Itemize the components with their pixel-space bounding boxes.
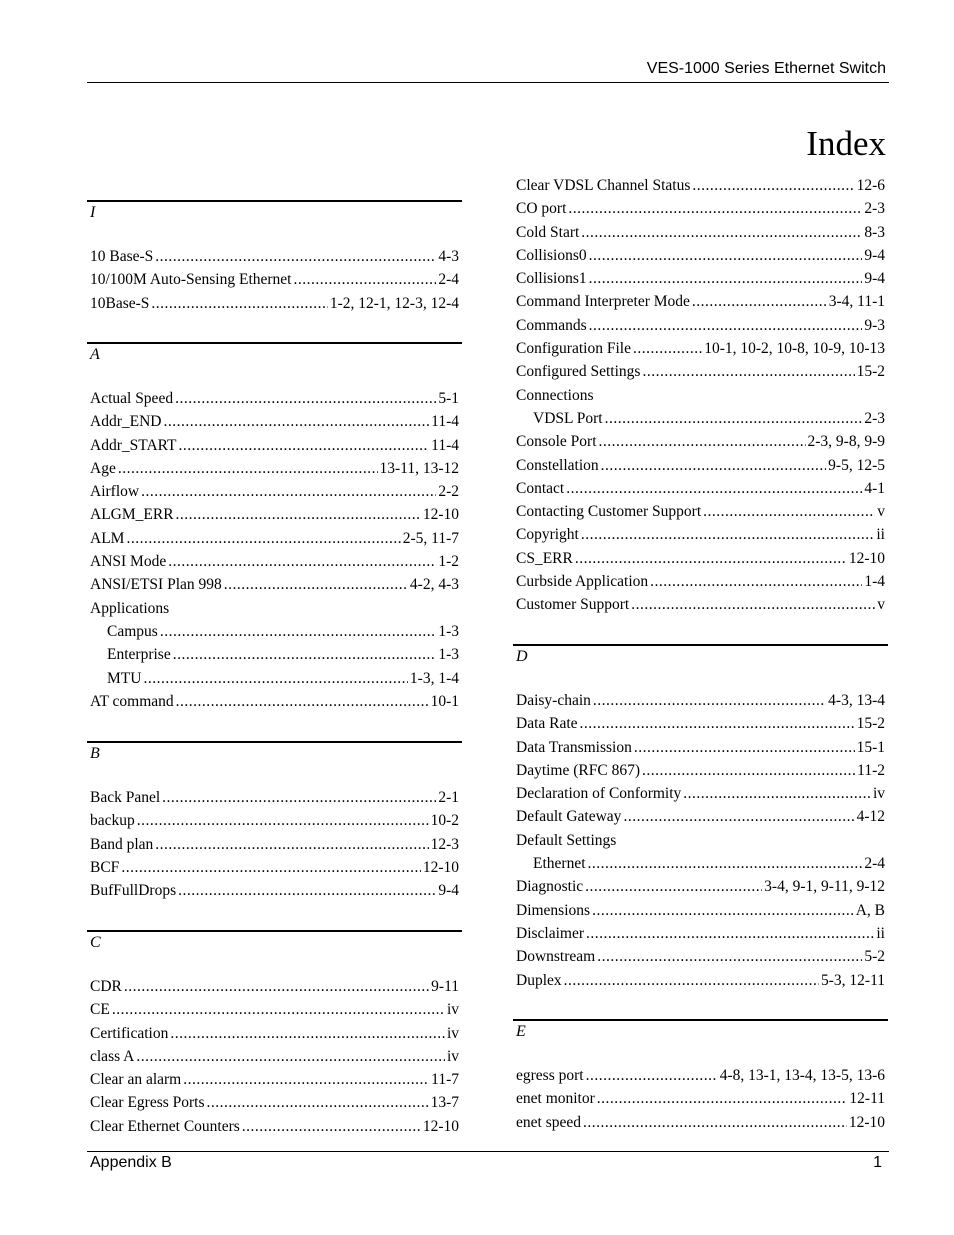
index-term: Diagnostic [516,878,584,896]
index-page-refs: 4-3, 13-4 [828,692,885,709]
index-term: VDSL Port [533,409,603,427]
index-term: BufFullDrops [90,882,177,900]
index-term: ALGM_ERR [90,506,174,524]
index-term: Clear Egress Ports [90,1094,205,1112]
index-entry [513,875,888,898]
index-entry [513,430,888,453]
index-entry [513,829,888,852]
index-entry [513,500,888,523]
dot-leader [623,805,854,828]
index-entry [87,480,462,503]
dot-leader [136,1045,445,1068]
dot-leader [568,197,862,220]
index-entry [87,457,462,480]
index-term: Daisy-chain [516,692,591,709]
index-page-refs: 2-4 [438,271,459,289]
index-page-refs: 12-10 [848,1113,885,1131]
page-title: Index [806,124,886,163]
index-term: Daytime (RFC 867) [516,761,640,779]
index-term: Customer Support [516,596,630,614]
index-entry [87,245,462,268]
dot-leader [633,337,702,360]
index-entry [87,690,462,713]
dot-leader [155,245,436,268]
index-entry-list [87,245,462,315]
index-term: Clear an alarm [90,1071,182,1089]
dot-leader [168,550,436,573]
index-term: Addr_START [90,436,177,454]
index-page-refs: 9-5, 12-5 [828,456,885,474]
index-page-refs: 10-2 [430,812,459,830]
index-page-refs: 4-3 [438,248,459,265]
index-page-refs: 4-8, 13-1, 13-4, 13-5, 13-6 [719,1067,885,1084]
index-page-refs: 5-2 [864,948,885,966]
index-entry [87,998,462,1021]
section-rule [87,200,462,202]
index-page-refs: 12-10 [848,549,885,567]
index-term: CE [90,1001,110,1019]
index-page-refs: 11-4 [431,413,459,431]
dot-leader [605,407,863,430]
index-term: Disclaimer [516,924,585,942]
index-term: egress port [516,1067,584,1084]
index-term: Ethernet [533,855,586,873]
index-term: CO port [516,200,567,218]
index-term: 10 Base-S [90,248,154,265]
index-page-refs: iv [446,1001,459,1019]
footer-page-number: 1 [873,1154,882,1171]
section-letter: B [90,745,100,762]
dot-leader [207,1091,429,1114]
index-section [87,200,462,315]
index-term: Downstream [516,948,596,966]
index-entry-list [87,975,462,1138]
index-term: Configuration File [516,340,631,358]
index-page-refs: 2-3, 9-8, 9-9 [807,433,885,451]
index-page-refs: 11-4 [431,436,459,454]
index-term: Enterprise [107,646,171,664]
dot-leader [126,527,400,550]
index-page-refs: 9-4 [438,882,459,900]
index-term: 10/100M Auto-Sensing Ethernet [90,271,292,289]
index-entry [87,292,462,315]
dot-leader [112,998,445,1021]
index-term: Configured Settings [516,363,641,381]
index-page-refs: 4-2, 4-3 [409,576,459,594]
index-term: Airflow [90,483,140,501]
index-entry [513,805,888,828]
index-entry [87,410,462,433]
index-page-refs: 9-4 [864,270,885,288]
dot-leader [631,593,875,616]
index-term: Campus [107,622,158,640]
index-entry [513,244,888,267]
index-term: Collisions1 [516,270,587,288]
index-term: 10Base-S [90,294,150,312]
index-entry [513,736,888,759]
index-page-refs: 2-2 [438,483,459,501]
index-entry [513,922,888,945]
index-entry [513,267,888,290]
running-header-title: VES-1000 Series Ethernet Switch [646,60,886,77]
index-term: Cold Start [516,223,580,241]
index-term: Command Interpreter Mode [516,293,690,311]
dot-leader [118,457,378,480]
index-entry [87,809,462,832]
index-page-refs: 12-11 [849,1090,885,1108]
dot-leader [589,267,863,290]
index-page-refs: 1-3 [438,622,459,640]
index-term: Dimensions [516,901,591,919]
index-entry [87,643,462,666]
index-entry [87,573,462,596]
dot-leader [593,689,826,712]
index-entry [513,197,888,220]
dot-leader [155,833,428,856]
index-section [87,342,462,713]
dot-leader [141,480,436,503]
index-page-refs: 13-11, 13-12 [379,459,459,477]
dot-leader [585,875,762,898]
index-entry [513,360,888,383]
index-term: Collisions0 [516,246,587,264]
dot-leader [586,922,874,945]
dot-leader [176,503,421,526]
index-term: Data Transmission [516,738,632,756]
index-entry [87,620,462,643]
index-term: Actual Speed [90,390,174,407]
index-page-refs: 13-7 [430,1094,459,1112]
index-page-refs: 2-4 [864,855,885,873]
index-entry [513,1064,888,1087]
dot-leader [581,523,875,546]
dot-leader [650,570,862,593]
index-term: Default Gateway [516,808,622,826]
index-section [87,930,462,1138]
index-term: Duplex [516,971,562,989]
dot-leader [692,174,854,197]
dot-leader [137,809,429,832]
index-entry [87,1045,462,1068]
dot-leader [589,314,863,337]
dot-leader [175,387,436,410]
index-page-refs: 3-4, 11-1 [828,293,885,311]
index-page-refs: 1-2 [438,553,459,571]
section-rule [513,644,888,646]
index-entry [87,833,462,856]
dot-leader [242,1115,421,1138]
index-page-refs: v [877,596,885,614]
dot-leader [176,690,429,713]
dot-leader [162,786,436,809]
dot-leader [581,221,862,244]
index-term: Console Port [516,433,597,451]
dot-leader [173,643,437,666]
index-page-refs: 2-3 [864,200,885,218]
dot-leader [599,430,806,453]
index-entry [87,597,462,620]
index-entry-list [87,387,462,713]
index-page-refs: 15-2 [856,715,885,733]
index-page-refs: iv [446,1024,459,1042]
dot-leader [163,410,429,433]
index-term: MTU [107,669,142,687]
index-page-refs: 2-3 [864,409,885,427]
index-entry [513,1111,888,1134]
dot-leader [597,1087,848,1110]
index-page-refs: 5-1 [438,390,459,407]
index-entry [87,387,462,410]
index-section [513,174,888,617]
dot-leader [224,573,408,596]
index-entry [87,786,462,809]
index-entry [513,384,888,407]
index-entry [513,593,888,616]
index-page-refs: 4-12 [856,808,885,826]
dot-leader [178,879,436,902]
index-entry [87,1068,462,1091]
index-page-refs: ii [876,924,885,942]
index-term: ALM [90,529,125,547]
index-entry [513,782,888,805]
dot-leader [183,1068,429,1091]
index-term: Age [90,459,116,477]
index-entry [513,174,888,197]
index-page-refs: 1-3 [438,646,459,664]
index-page-refs: 12-3 [430,835,459,853]
section-rule [87,342,462,344]
dot-leader [575,547,847,570]
dot-leader [121,856,421,879]
index-term: Addr_END [90,413,162,431]
dot-leader [597,945,862,968]
index-entry [87,667,462,690]
index-term: Contact [516,479,565,497]
dot-leader [589,244,863,267]
index-entry [513,454,888,477]
index-page-refs: 12-10 [422,858,459,876]
index-entry [87,268,462,291]
index-page-refs: ii [876,526,885,544]
section-letter: C [90,934,101,951]
index-page-refs: 5-3, 12-11 [821,971,885,989]
index-entry [87,1022,462,1045]
index-term: backup [90,812,135,830]
index-entry [513,221,888,244]
index-entry [87,1115,462,1138]
index-page-refs: 9-3 [864,316,885,334]
index-entry [513,314,888,337]
index-entry [87,879,462,902]
index-entry [87,550,462,573]
index-entry [513,759,888,782]
index-entry [87,856,462,879]
dot-leader [580,712,855,735]
index-page-refs: 10-1 [430,692,459,710]
index-entry [513,969,888,992]
index-page-refs: iv [446,1047,459,1065]
index-page-refs: A, B [855,901,885,919]
dot-leader [566,477,862,500]
index-entry [513,547,888,570]
index-term: enet speed [516,1113,581,1131]
index-term: class A [90,1047,135,1065]
index-entry [513,1087,888,1110]
index-page-refs: 9-11 [431,978,459,995]
index-term: Back Panel [90,789,161,806]
index-page-refs: 1-4 [864,573,885,591]
index-entry [513,899,888,922]
index-page-refs: 1-2, 12-1, 12-3, 12-4 [329,294,459,312]
index-term: CDR [90,978,122,995]
dot-leader [170,1022,445,1045]
index-term: Declaration of Conformity [516,785,682,803]
index-page-refs: 3-4, 9-1, 9-11, 9-12 [764,878,885,896]
index-term: Curbside Application [516,573,649,591]
dot-leader [683,782,871,805]
index-entry-list [87,786,462,902]
index-page-refs: 11-7 [431,1071,459,1089]
index-term: CS_ERR [516,549,573,567]
dot-leader [124,975,429,998]
index-entry-list [513,689,888,992]
section-rule [87,930,462,932]
dot-leader [588,852,863,875]
index-entry [87,1091,462,1114]
index-entry [513,852,888,875]
index-entry [513,290,888,313]
index-page-refs: 12-6 [856,177,885,194]
index-entry [513,689,888,712]
footer-rule [87,1151,889,1152]
index-term: BCF [90,858,120,876]
section-rule [87,741,462,743]
index-page-refs: iv [872,785,885,803]
section-rule [513,1019,888,1021]
index-page-refs: v [877,503,885,521]
index-term: Contacting Customer Support [516,503,702,521]
index-entry [513,523,888,546]
index-term: Certification [90,1024,169,1042]
dot-leader [160,620,437,643]
dot-leader [634,736,855,759]
index-entry [513,945,888,968]
index-entry [513,337,888,360]
dot-leader [179,434,430,457]
index-term: ANSI Mode [90,553,167,571]
section-letter: A [90,346,100,363]
index-entry [87,527,462,550]
index-entry [513,477,888,500]
index-term: Data Rate [516,715,578,733]
index-entry [513,712,888,735]
index-entry [87,975,462,998]
index-page-refs: 15-1 [856,738,885,756]
index-page-refs: 11-2 [857,761,885,779]
index-page-refs: 1-3, 1-4 [409,669,459,687]
dot-leader [601,454,827,477]
index-term: Default Settings [516,831,617,849]
dot-leader [583,1111,847,1134]
index-term: Commands [516,316,587,334]
dot-leader [143,667,407,690]
index-page-refs: 12-10 [422,506,459,524]
index-entry [513,407,888,430]
index-page-refs: 2-5, 11-7 [402,529,459,547]
index-term: AT command [90,692,174,710]
dot-leader [151,292,327,315]
index-term: Clear Ethernet Counters [90,1117,240,1135]
index-term: Applications [90,599,170,617]
index-term: Constellation [516,456,599,474]
dot-leader [642,759,855,782]
index-section [513,1019,888,1134]
index-page-refs: 9-4 [864,246,885,264]
footer-appendix-label: Appendix B [90,1154,172,1171]
section-letter: E [516,1023,526,1040]
index-term: Band plan [90,835,154,853]
index-entry-list [513,1064,888,1134]
index-entry [87,503,462,526]
index-section [513,644,888,992]
index-entry [513,570,888,593]
index-page-refs: 12-10 [422,1117,459,1135]
dot-leader [294,268,437,291]
index-section [87,741,462,902]
index-entry [87,434,462,457]
dot-leader [703,500,875,523]
dot-leader [592,899,854,922]
index-term: Clear VDSL Channel Status [516,177,691,194]
index-page-refs: 2-1 [438,789,459,806]
index-term: Connections [516,386,594,404]
index-page-refs: 10-1, 10-2, 10-8, 10-9, 10-13 [704,340,885,358]
index-entry-list [513,174,888,617]
index-page-refs: 4-1 [864,479,885,497]
dot-leader [564,969,819,992]
index-page-refs: 8-3 [864,223,885,241]
dot-leader [692,290,827,313]
index-page-refs: 15-2 [856,363,885,381]
dot-leader [586,1064,718,1087]
section-letter: D [516,648,528,665]
dot-leader [642,360,854,383]
section-letter: I [90,204,96,221]
index-term: ANSI/ETSI Plan 998 [90,576,222,594]
index-term: enet monitor [516,1090,595,1108]
header-rule [87,82,889,83]
index-term: Copyright [516,526,579,544]
